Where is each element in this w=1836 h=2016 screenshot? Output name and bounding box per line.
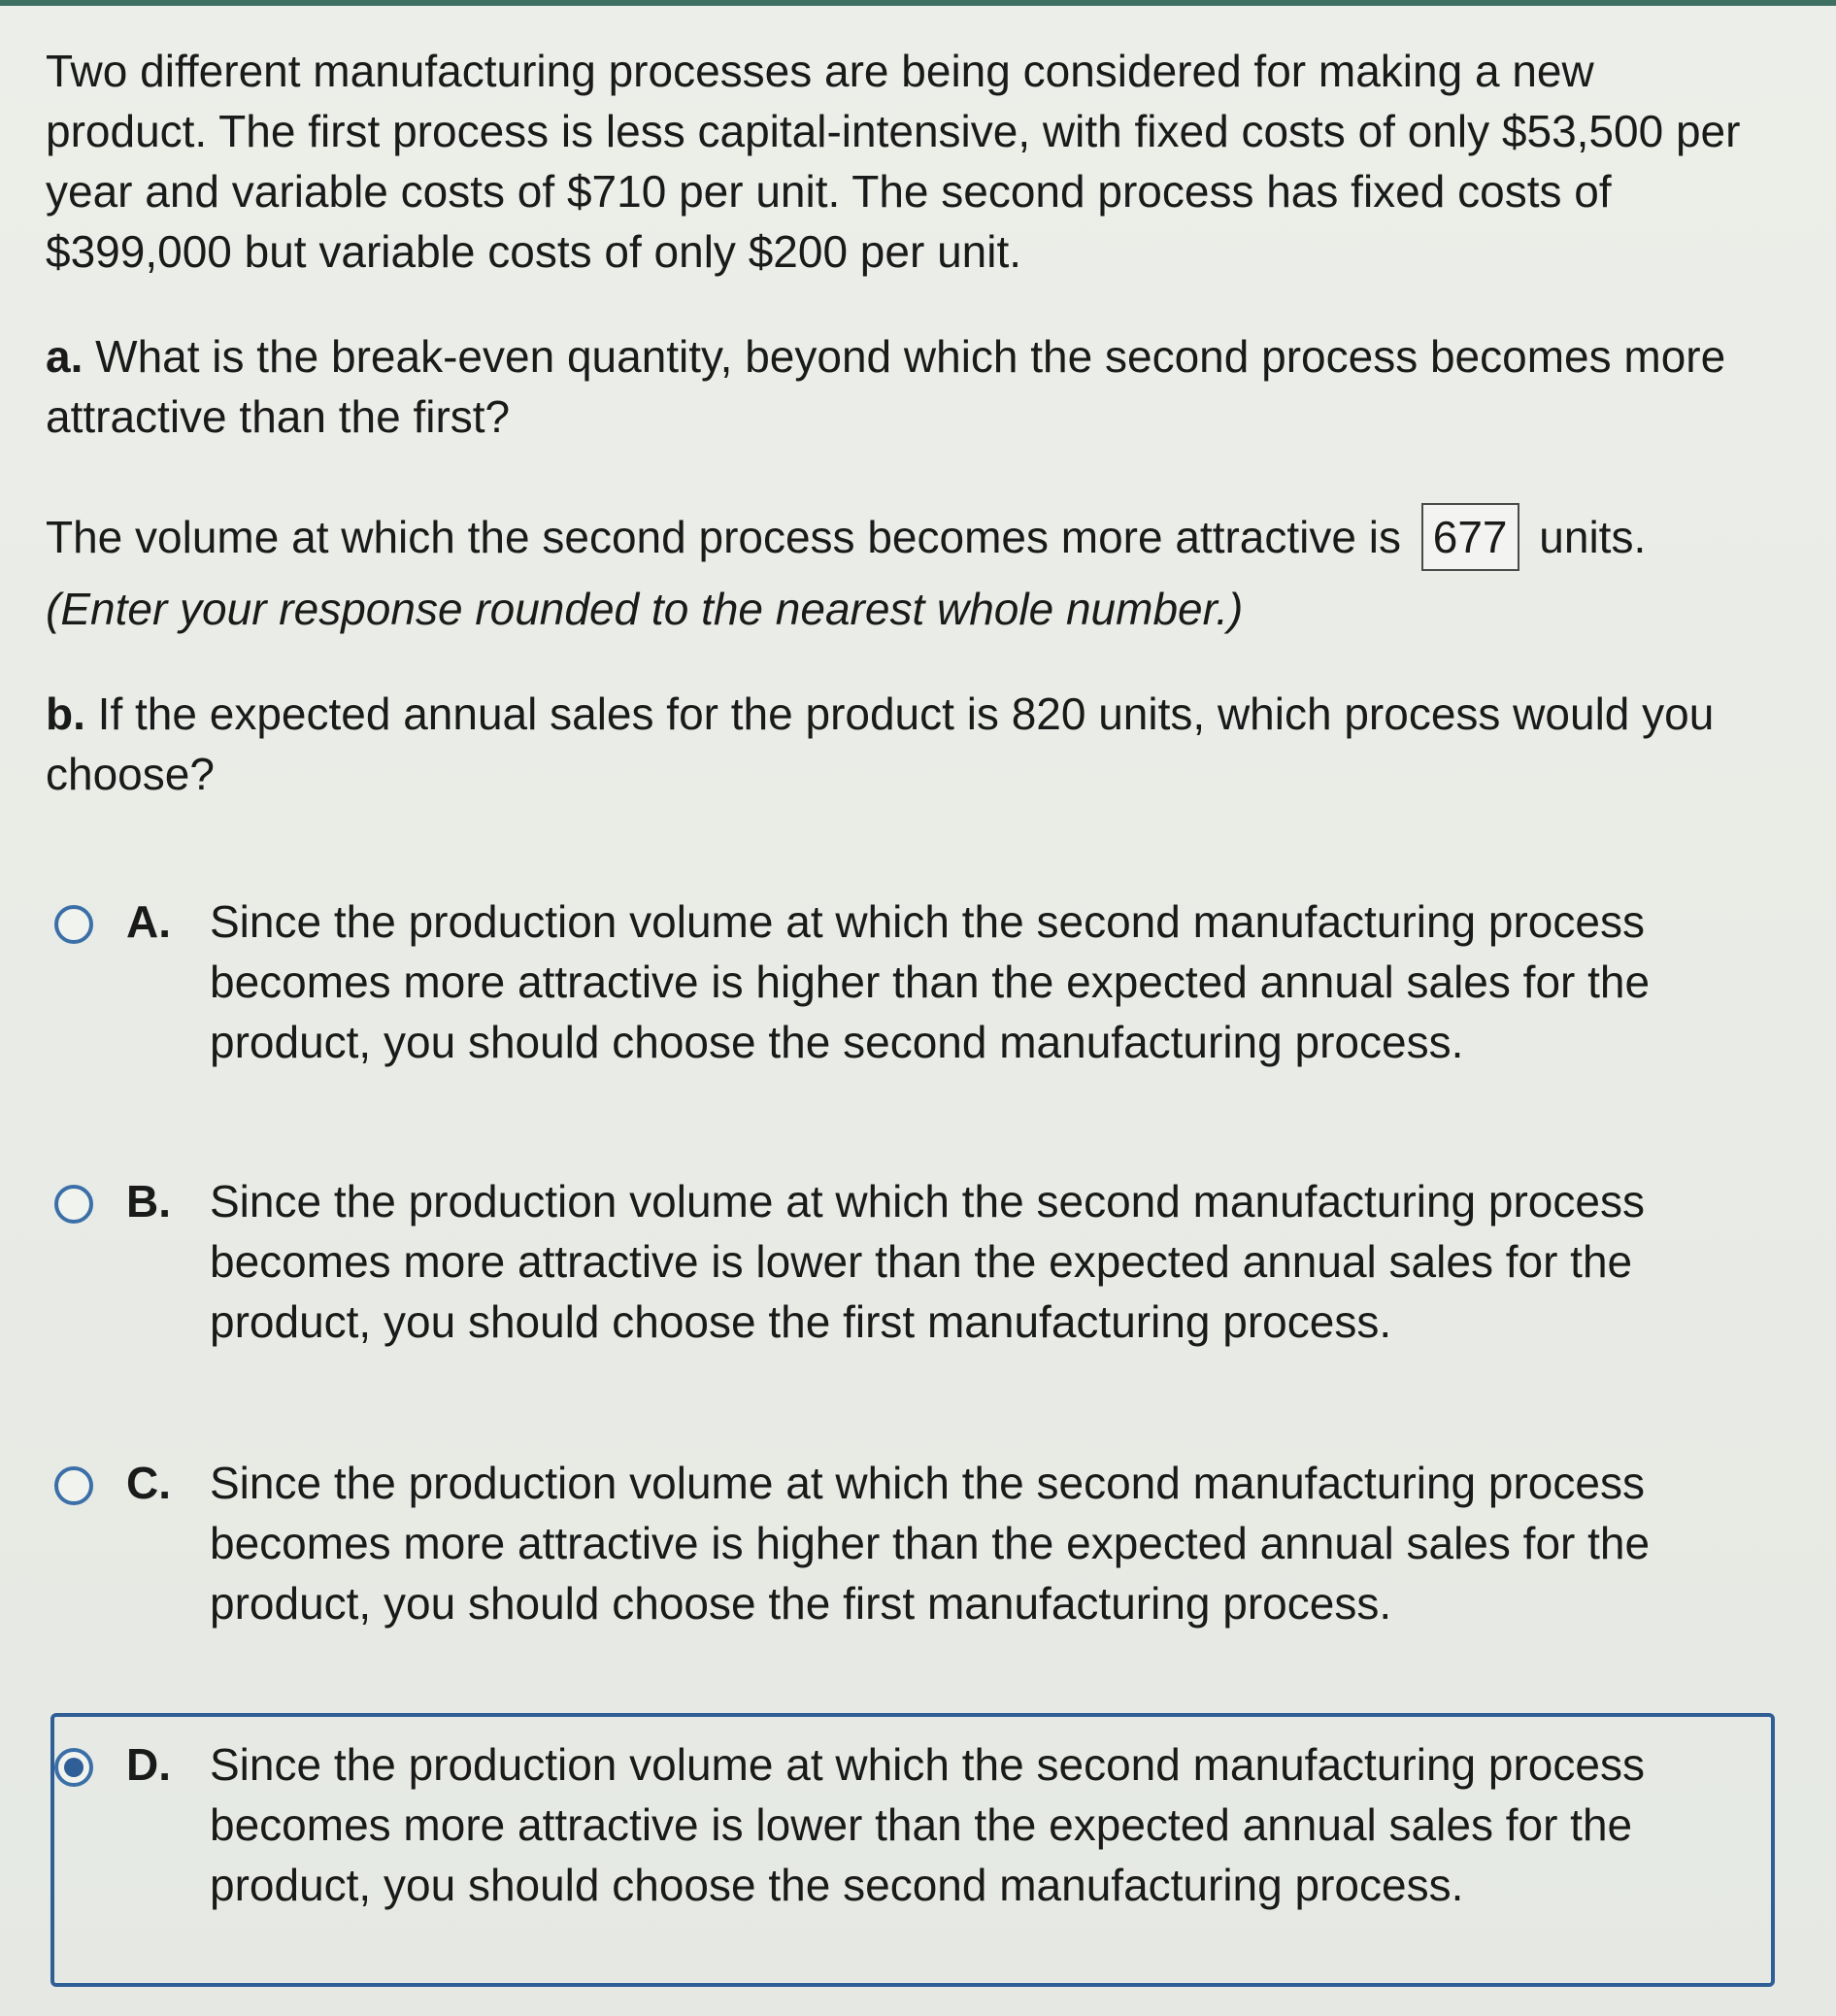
option-b-letter: B.	[126, 1176, 171, 1226]
question-a-label: a.	[46, 331, 83, 382]
radio-option-d-selected[interactable]	[54, 1748, 93, 1787]
option-a-letter: A.	[126, 896, 171, 947]
answer-a-line	[46, 503, 1793, 571]
problem-statement: Two different manufacturing processes are being considered for making a new product. The first process is less capital-intensive, with fixed costs of only $53,500 per year and variable costs of $710 per unit. The second process has fixed costs of $399,000 but variable costs of only $200 per unit.	[46, 46, 1741, 277]
option-c-letter: C.	[126, 1458, 171, 1508]
question-a	[46, 326, 1764, 447]
radio-option-b[interactable]	[54, 1185, 93, 1224]
answer-a-prefix: The volume at which the second process becomes more attractive is	[46, 512, 1401, 562]
question-b-text: If the expected annual sales for the product is 820 units, which process would you choose?	[46, 689, 1715, 799]
question-a-text: What is the break-even quantity, beyond which the second process becomes more attractive than the first?	[46, 331, 1726, 442]
question-b	[46, 684, 1774, 804]
question-b-label: b.	[46, 689, 85, 739]
option-d-text: Since the production volume at which the second manufacturing process becomes more attractive is lower than the expected annual sales for the product, you should choose the second manufacturing process.	[210, 1739, 1645, 1910]
option-d-letter: D.	[126, 1739, 171, 1790]
answer-a-input[interactable]: 677	[1421, 503, 1519, 571]
radio-option-c[interactable]	[54, 1466, 93, 1505]
radio-option-a[interactable]	[54, 905, 93, 944]
question-page	[0, 6, 1836, 2016]
answer-a-hint: (Enter your response rounded to the nearest whole number.)	[46, 584, 1244, 634]
option-c-text: Since the production volume at which the second manufacturing process becomes more attractive is higher than the expected annual sales for the product, you should choose the first manufacturing process.	[210, 1458, 1651, 1629]
option-b-text: Since the production volume at which the second manufacturing process becomes more attractive is lower than the expected annual sales for the product, you should choose the first manufacturing process.	[210, 1176, 1645, 1347]
answer-a-suffix: units.	[1539, 512, 1647, 562]
option-a-text: Since the production volume at which the second manufacturing process becomes more attractive is higher than the expected annual sales for the product, you should choose the second manufacturing process.	[210, 896, 1651, 1067]
